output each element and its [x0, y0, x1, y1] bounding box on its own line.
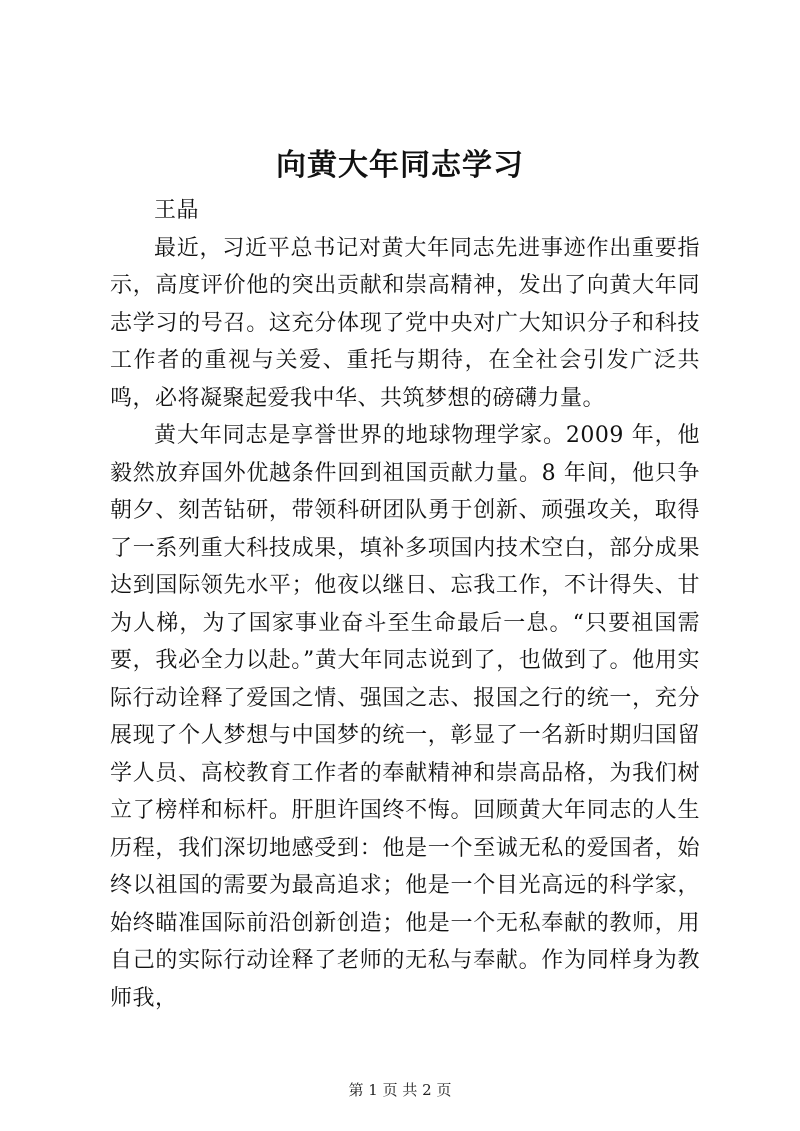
paragraph-2: 黄大年同志是享誉世界的地球物理学家。2009 年，他毅然放弃国外优越条件回到祖国贡献力量。8 年间，他只争朝夕、刻苦钻研，带领科研团队勇于创新、顽强攻关，取得了一系列重大科技成果，填补多项国内技术空白，部分成果达到国际领先水平；他夜以继日、忘我工作，不计得失、甘为人梯，为了国家事业奋斗至生命最后一息。“只要祖国需要，我必全力以赴。”黄大年同志说到了，也做到了。他用实际行动诠释了爱国之情、强国之志、报国之行的统一，充分展现了个人梦想与中国梦的统一，彰显了一名新时期归国留学人员、高校教育工作者的奉献精神和崇高品格，为我们树立了榜样和标杆。肝胆许国终不悔。回顾黄大年同志的人生历程，我们深切地感受到：他是一个至诚无私的爱国者，始终以祖国的需要为最高追求；他是一个目光高远的科学家，始终瞄准国际前沿创新创造；他是一个无私奉献的教师，用自己的实际行动诠释了老师的无私与奉献。作为同样身为教师我，	[110, 423, 700, 1011]
document-body	[110, 192, 700, 1017]
document-title: 向黄大年同志学习	[276, 148, 524, 183]
paragraph-1: 最近，习近平总书记对黄大年同志先进事迹作出重要指示，高度评价他的突出贡献和崇高精神，发出了向黄大年同志学习的号召。这充分体现了党中央对广大知识分子和科技工作者的重视与关爱、重托与期待，在全社会引发广泛共鸣，必将凝聚起爱我中华、共筑梦想的磅礴力量。	[110, 235, 700, 411]
page-number-footer: 第 1 页 共 2 页	[348, 1081, 452, 1099]
author-line: 王晶	[154, 198, 200, 223]
